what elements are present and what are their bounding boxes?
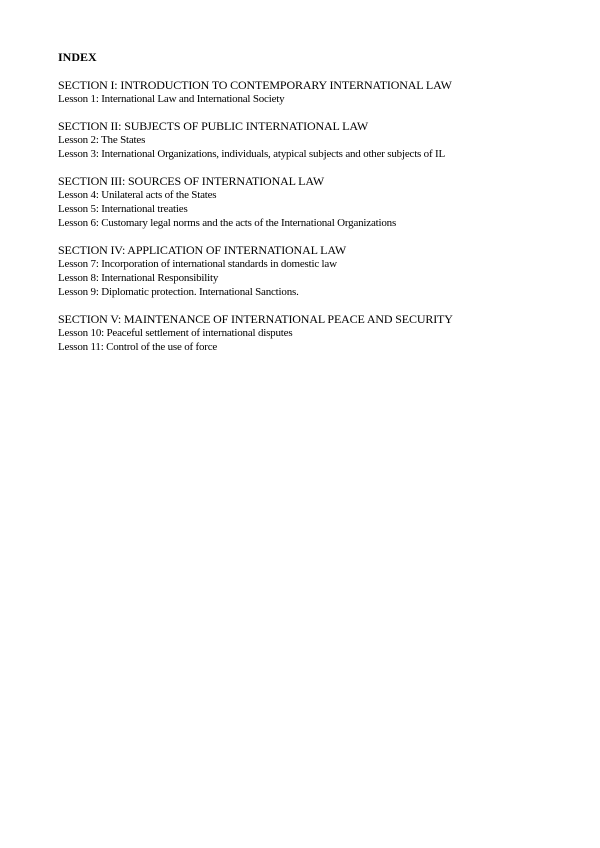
section-heading: SECTION IV: APPLICATION OF INTERNATIONAL LAW: [58, 243, 347, 257]
lesson-item: Lesson 9: Diplomatic protection. International Sanctions.: [58, 286, 299, 298]
section-1: [58, 78, 578, 106]
section-heading: SECTION V: MAINTENANCE OF INTERNATIONAL PEACE AND SECURITY: [58, 312, 453, 326]
lesson-item: Lesson 2: The States: [58, 134, 146, 146]
section-4: [58, 243, 578, 299]
section-heading: SECTION II: SUBJECTS OF PUBLIC INTERNATIONAL LAW: [58, 119, 369, 133]
section-5: [58, 312, 578, 354]
lesson-item: Lesson 4: Unilateral acts of the States: [58, 189, 217, 201]
lesson-item: Lesson 1: International Law and International Society: [58, 93, 285, 105]
lesson-item: Lesson 3: International Organizations, individuals, atypical subjects and other subjects of IL: [58, 148, 445, 160]
lesson-item: Lesson 5: International treaties: [58, 203, 188, 215]
lesson-item: Lesson 7: Incorporation of international standards in domestic law: [58, 258, 337, 270]
section-heading: SECTION III: SOURCES OF INTERNATIONAL LAW: [58, 174, 325, 188]
section-heading: SECTION I: INTRODUCTION TO CONTEMPORARY INTERNATIONAL LAW: [58, 78, 452, 92]
section-2: [58, 119, 578, 161]
lesson-item: Lesson 8: International Responsibility: [58, 272, 219, 284]
lesson-item: Lesson 6: Customary legal norms and the acts of the International Organizations: [58, 217, 397, 229]
document-page: [58, 50, 578, 367]
lesson-item: Lesson 10: Peaceful settlement of international disputes: [58, 327, 293, 339]
lesson-item: Lesson 11: Control of the use of force: [58, 341, 218, 353]
index-title: INDEX: [58, 50, 97, 64]
section-3: [58, 174, 578, 230]
